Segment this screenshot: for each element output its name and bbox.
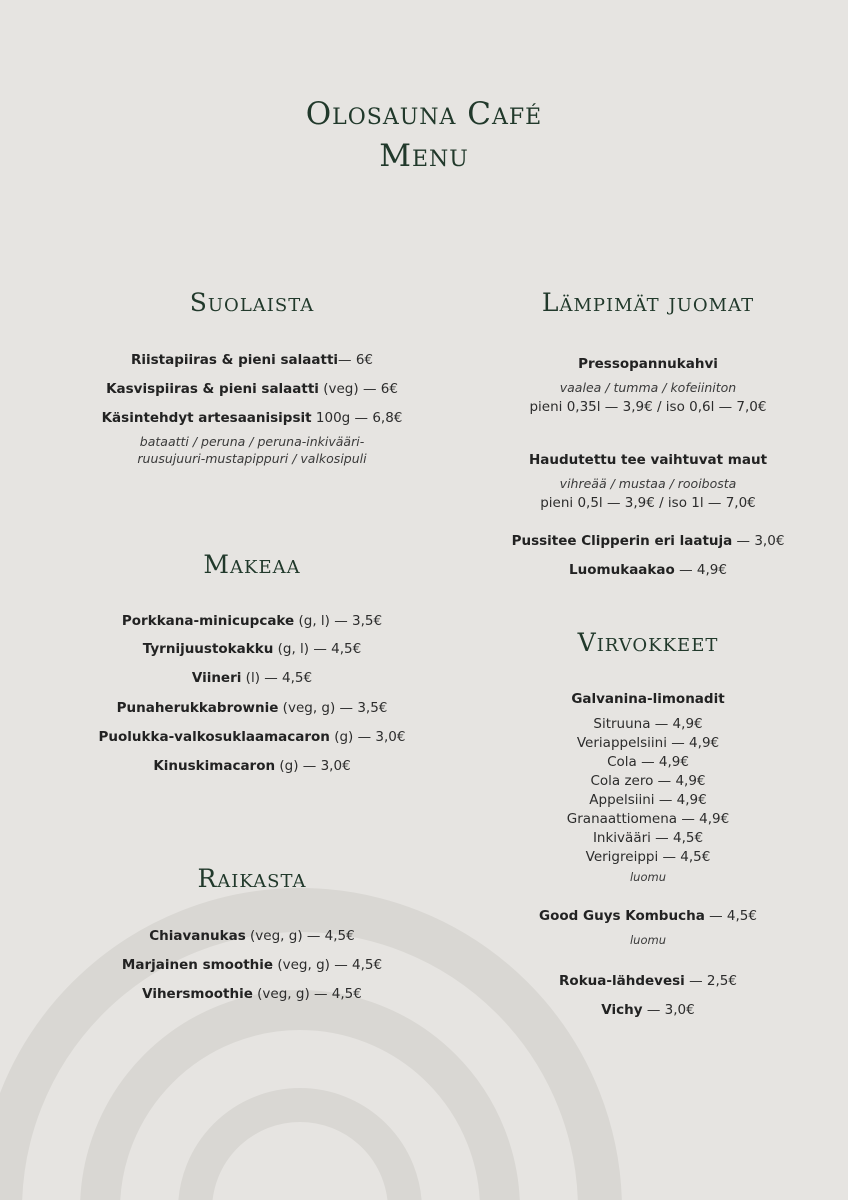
menu-item (468, 1002, 828, 1018)
menu-item (58, 729, 446, 745)
flavor-item: Appelsiini — 4,9€ (589, 792, 707, 808)
flavor-item: Verigreippi — 4,5€ (585, 849, 711, 865)
item-name: Riistapiiras & pieni salaatti (130, 352, 339, 368)
item-price: — 4,5€ (329, 957, 383, 973)
menu-item (58, 957, 446, 973)
item-name: Rokua-lähdevesi (559, 973, 685, 989)
item-price: — 2,5€ (684, 973, 737, 989)
menu-item (58, 986, 446, 1002)
item-price: — 6€ (338, 352, 374, 368)
item-detail: (veg, g) (273, 957, 330, 973)
item-detail: (veg, g) (252, 986, 310, 1002)
item-note: vihreää / mustaa / rooibosta (559, 476, 737, 491)
menu-item (468, 452, 828, 468)
item-detail: (l) (241, 670, 260, 686)
menu-item (58, 700, 446, 716)
item-price: — 4,5€ (259, 670, 313, 686)
item-name: Vichy (601, 1002, 643, 1018)
item-note: luomu (629, 933, 666, 947)
item-price: — 4,5€ (309, 986, 362, 1002)
menu-item (58, 758, 446, 774)
section-heading-makeaa: Makeaa (203, 550, 301, 579)
item-detail: (veg) (318, 381, 359, 397)
flavor-item: Cola — 4,9€ (607, 754, 689, 770)
section-heading-raikasta: Raikasta (197, 864, 307, 893)
item-name: Puolukka-valkosuklaamacaron (98, 729, 330, 745)
item-detail: (g, l) (273, 641, 310, 657)
menu-item (468, 691, 828, 707)
item-name: Pressopannukahvi (578, 356, 718, 372)
item-name: Porkkana-minicupcake (121, 613, 295, 629)
item-detail: (g) (329, 729, 354, 745)
flavor-item: Veriappelsiini — 4,9€ (576, 735, 720, 751)
section-heading-virvokkeet: Virvokkeet (577, 628, 719, 657)
menu-item (58, 613, 446, 629)
item-name: Chiavanukas (149, 928, 246, 944)
item-price: — 3,5€ (335, 700, 388, 716)
item-name: Vihersmoothie (142, 986, 253, 1002)
item-price: pieni 0,5l — 3,9€ / iso 1l — 7,0€ (540, 495, 756, 511)
item-price: — 4,5€ (302, 928, 355, 944)
item-name: Viineri (191, 670, 242, 686)
menu-item (58, 928, 446, 944)
item-price: pieni 0,35l — 3,9€ / iso 0,6l — 7,0€ (529, 399, 767, 415)
item-price: — 6€ (358, 381, 398, 397)
item-name: Käsintehdyt artesaanisipsit (101, 410, 312, 426)
flavor-item: Granaattiomena — 4,9€ (566, 811, 730, 827)
item-name: Kinuskimacaron (153, 758, 276, 774)
item-name: Kasvispiiras & pieni salaatti (106, 381, 319, 397)
item-detail: (veg, g) (278, 700, 336, 716)
item-price: — 3,0€ (298, 758, 351, 774)
item-name: Punaherukkabrownie (116, 700, 279, 716)
menu-item (58, 641, 446, 657)
cafe-name: Olosauna Café (305, 96, 543, 132)
menu-item (58, 410, 446, 426)
item-name: Galvanina-limonadit (571, 691, 725, 707)
item-name: Haudutettu tee vaihtuvat maut (528, 452, 768, 468)
item-detail: (g, l) (294, 613, 330, 629)
item-price: — 6,8€ (350, 410, 403, 426)
menu-item (468, 356, 828, 372)
flavor-item: Sitruuna — 4,9€ (593, 716, 703, 732)
item-detail: (veg, g) (245, 928, 303, 944)
item-note: bataatti / peruna / peruna-inkivääri- (139, 434, 365, 449)
item-price: — 4,5€ (309, 641, 362, 657)
item-price: — 4,5€ (704, 908, 757, 924)
item-name: Marjainen smoothie (121, 957, 274, 973)
flavor-item: Cola zero — 4,9€ (590, 773, 706, 789)
item-note: luomu (629, 870, 666, 884)
menu-item (468, 973, 828, 989)
item-detail: 100g (311, 410, 351, 426)
item-name: Pussitee Clipperin eri laatuja (511, 533, 733, 549)
section-heading-lampimat-juomat: Lämpimät juomat (541, 288, 755, 317)
menu-item (58, 381, 446, 397)
item-price: — 3,0€ (353, 729, 406, 745)
item-detail: (g) (275, 758, 299, 774)
menu-item (58, 352, 446, 368)
item-name: Luomukaakao (569, 562, 675, 578)
menu-item (468, 562, 828, 578)
item-price: — 3,5€ (329, 613, 383, 629)
menu-item (468, 908, 828, 924)
item-name: Good Guys Kombucha (539, 908, 705, 924)
item-note: vaalea / tumma / kofeiiniton (559, 380, 737, 395)
item-price: — 3,0€ (732, 533, 785, 549)
flavor-item: Inkivääri — 4,5€ (592, 830, 704, 846)
menu-item (58, 670, 446, 686)
item-price: — 3,0€ (642, 1002, 695, 1018)
section-heading-suolaista: Suolaista (189, 288, 315, 317)
menu-item (468, 533, 828, 549)
item-note: ruusujuuri-mustapippuri / valkosipuli (137, 451, 367, 466)
menu-title: Menu (379, 138, 469, 174)
item-name: Tyrnijuustokakku (142, 641, 274, 657)
item-price: — 4,9€ (674, 562, 727, 578)
